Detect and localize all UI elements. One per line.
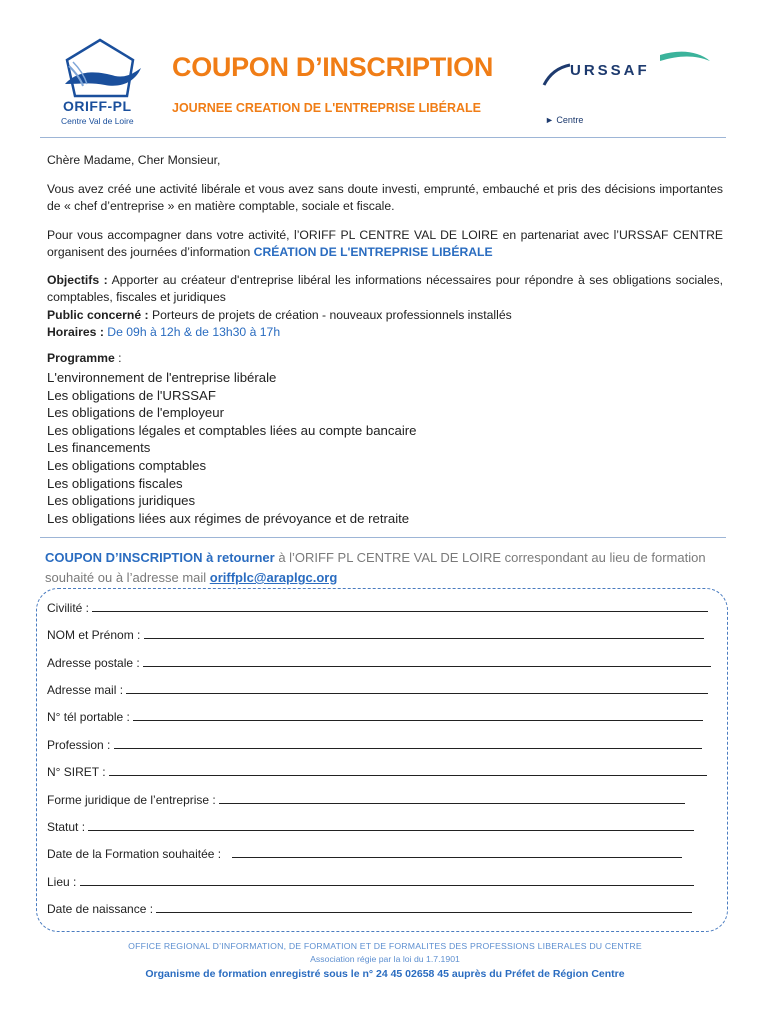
field-adresse-mail[interactable] <box>47 682 708 697</box>
field-label: Adresse postale : <box>47 656 140 670</box>
field-line[interactable] <box>232 846 682 858</box>
coupon-lead: COUPON D’INSCRIPTION à retourner <box>45 550 275 565</box>
header-divider <box>40 137 726 138</box>
programme-list <box>47 369 416 527</box>
field-label: NOM et Prénom : <box>47 628 141 642</box>
field-label: Statut : <box>47 820 86 834</box>
partnership-highlight: CRÉATION DE L'ENTREPRISE LIBÉRALE <box>253 245 493 259</box>
urssaf-region <box>545 115 583 125</box>
field-line[interactable] <box>109 764 707 776</box>
field-nom-prenom[interactable] <box>47 627 704 642</box>
partnership-text: Pour vous accompagner dans votre activité, l’ORIFF PL CENTRE VAL DE LOIRE en partenariat avec l’URSSAF CENTRE organisent des journées d’information <box>47 228 723 259</box>
field-label: Civilité : <box>47 601 90 615</box>
page-title: COUPON D’INSCRIPTION <box>172 52 494 82</box>
field-line[interactable] <box>92 600 708 612</box>
field-line[interactable] <box>80 874 694 886</box>
oriff-pl-emblem-icon <box>55 38 155 100</box>
list-item: Les obligations de l'employeur <box>47 405 224 421</box>
field-lieu[interactable] <box>47 874 694 889</box>
footer-organization: OFFICE REGIONAL D’INFORMATION, DE FORMATION ET DE FORMALITES DES PROFESSIONS LIBERALES DU CENTRE <box>128 941 642 951</box>
public-concerne <box>47 307 723 324</box>
public-text: Porteurs de projets de création - nouveaux professionnels installés <box>148 308 512 322</box>
field-label: Date de naissance : <box>47 902 154 916</box>
list-item: Les financements <box>47 440 151 456</box>
field-line[interactable] <box>219 792 685 804</box>
coupon-instructions <box>45 548 725 588</box>
footer-association: Association régie par la loi du 1.7.1901 <box>310 954 460 964</box>
field-profession[interactable] <box>47 737 702 752</box>
programme-label: Programme <box>47 351 115 365</box>
horaires-label: Horaires : <box>47 325 104 339</box>
field-siret[interactable] <box>47 764 707 779</box>
list-item: L'environnement de l'entreprise libérale <box>47 370 277 385</box>
list-item: Les obligations liées aux régimes de prévoyance et de retraite <box>47 510 410 526</box>
list-item: Les obligations de l'URSSAF <box>47 387 216 403</box>
field-label: N° tél portable : <box>47 710 130 724</box>
paragraph-intro: Vous avez créé une activité libérale et vous avez sans doute investi, emprunté, embauché et pris des décisions importantes de « chef d’entreprise » en matière comptable, sociale et fiscale. <box>47 182 723 213</box>
objectifs-label: Objectifs : <box>47 273 108 287</box>
field-adresse-postale[interactable] <box>47 655 711 670</box>
field-label: Date de la Formation souhaitée : <box>47 847 222 861</box>
arrow-right-icon: ► <box>545 115 557 125</box>
field-forme-juridique[interactable] <box>47 792 685 807</box>
field-statut[interactable] <box>47 819 694 834</box>
horaires <box>47 324 723 341</box>
paragraph-partnership <box>47 227 723 261</box>
field-date-formation[interactable] <box>47 846 682 861</box>
field-label: Adresse mail : <box>47 683 124 697</box>
list-item: Les obligations comptables <box>47 457 207 473</box>
field-line[interactable] <box>156 901 692 913</box>
programme-heading <box>47 350 723 367</box>
objectifs-text: Apporter au créateur d'entreprise libéral les informations nécessaires pour répondre à ses obligations sociales, comptables, fiscales et juridiques <box>47 273 723 304</box>
programme-colon: : <box>114 351 122 365</box>
horaires-text: De 09h à 12h & de 13h30 à 17h <box>103 325 281 339</box>
field-date-naissance[interactable] <box>47 901 692 916</box>
footer-registration: Organisme de formation enregistré sous le n° 24 45 02658 45 auprès du Préfet de Région Centre <box>145 968 625 980</box>
page-subtitle: JOURNEE CREATION DE L'ENTREPRISE LIBÉRALE <box>172 101 482 115</box>
field-label: Lieu : <box>47 875 77 889</box>
urssaf-name: URSSAF <box>570 62 650 79</box>
oriff-pl-name: ORIFF-PL <box>63 98 132 114</box>
field-line[interactable] <box>88 819 694 831</box>
list-item: Les obligations légales et comptables liées au compte bancaire <box>47 422 417 438</box>
field-line[interactable] <box>133 709 703 721</box>
section-divider <box>40 537 726 538</box>
objectifs <box>47 272 723 306</box>
field-line[interactable] <box>126 682 708 694</box>
coupon-email-link[interactable]: oriffplc@araplgc.org <box>209 570 338 585</box>
field-label: Profession : <box>47 738 111 752</box>
field-line[interactable] <box>144 627 704 639</box>
field-tel-portable[interactable] <box>47 709 703 724</box>
coupon-text: à l’ORIFF PL CENTRE VAL DE LOIRE correspondant au lieu de formation souhaité ou à l’adresse mail <box>45 550 706 585</box>
urssaf-region-text: Centre <box>556 115 584 125</box>
field-label: N° SIRET : <box>47 765 106 779</box>
oriff-pl-logo <box>55 38 155 128</box>
greeting: Chère Madame, Cher Monsieur, <box>47 153 221 167</box>
oriff-pl-region: Centre Val de Loire <box>61 116 134 126</box>
list-item: Les obligations juridiques <box>47 493 196 509</box>
field-label: Forme juridique de l’entreprise : <box>47 793 216 807</box>
list-item: Les obligations fiscales <box>47 475 183 491</box>
field-line[interactable] <box>114 737 702 749</box>
public-label: Public concerné : <box>47 308 149 322</box>
field-line[interactable] <box>143 655 711 667</box>
urssaf-logo <box>540 45 715 130</box>
field-civilite[interactable] <box>47 600 708 615</box>
